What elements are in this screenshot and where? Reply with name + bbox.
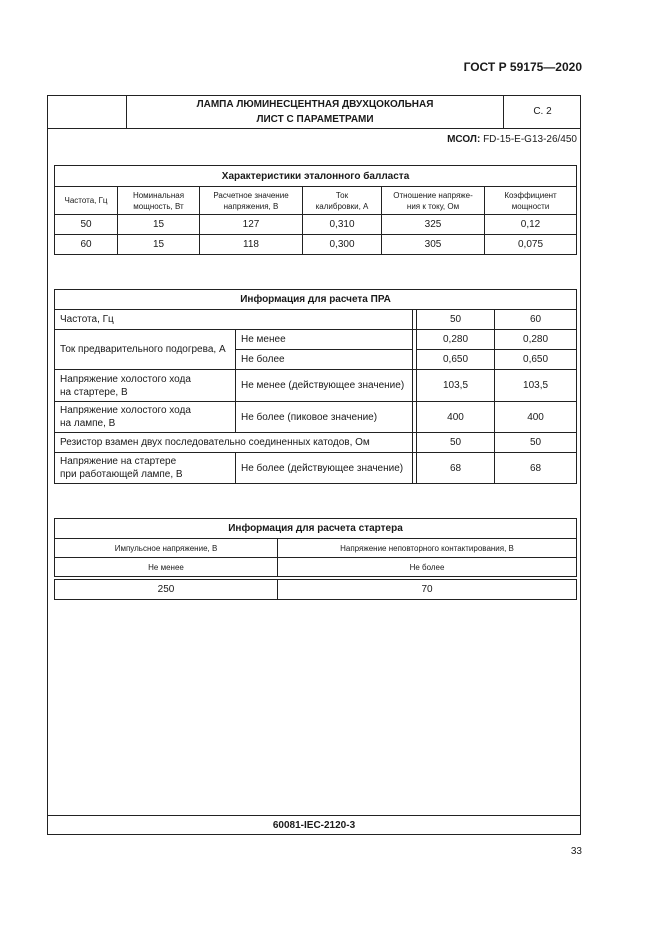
pra-preheat-label: Ток предварительного подогрева, А <box>55 330 236 370</box>
starter-condition: Не менее <box>55 558 278 577</box>
ballast-title: Характеристики эталонного балласта <box>55 166 577 187</box>
footer-code: 60081-IEC-2120-3 <box>47 815 581 835</box>
ballast-header: Частота, Гц <box>55 187 118 215</box>
ballast-cell: 118 <box>200 235 303 255</box>
table-row <box>55 580 577 600</box>
pra-condition: Не менее (действующее значение) <box>236 370 413 402</box>
pra-title: Информация для расчета ПРА <box>55 290 577 310</box>
pra-resistor-label: Резистор взамен двух последовательно соединенных катодов, Ом <box>55 433 413 453</box>
pra-table <box>54 289 577 484</box>
ballast-header: Номинальная мощность, Вт <box>118 187 200 215</box>
pra-ocv-lamp-label: Напряжение холостого хода на лампе, В <box>55 402 236 433</box>
ballast-header: Коэффициент мощности <box>485 187 577 215</box>
ballast-cell: 15 <box>118 215 200 235</box>
lamp-code <box>447 134 577 145</box>
pra-condition: Не более <box>236 350 413 370</box>
header-title-line1: ЛАМПА ЛЮМИНЕСЦЕНТНАЯ ДВУХЦОКОЛЬНАЯ <box>196 98 434 110</box>
pra-condition: Не менее <box>236 330 413 350</box>
ballast-table <box>54 165 577 255</box>
pra-value: 50 <box>495 433 577 453</box>
pra-value: 400 <box>417 402 495 433</box>
starter-title: Информация для расчета стартера <box>55 519 577 539</box>
ballast-cell: 60 <box>55 235 118 255</box>
pra-condition: Не более (пиковое значение) <box>236 402 413 433</box>
ballast-cell: 0,12 <box>485 215 577 235</box>
pra-condition: Не более (действующее значение) <box>236 453 413 484</box>
lamp-code-value: FD-15-E-G13-26/450 <box>483 134 577 145</box>
starter-value: 250 <box>55 580 278 600</box>
pra-value: 50 <box>417 433 495 453</box>
table-row <box>55 539 577 558</box>
ballast-cell: 50 <box>55 215 118 235</box>
starter-header: Напряжение неповторного контактирования, В <box>278 539 577 558</box>
table-row <box>55 402 577 433</box>
table-row <box>55 215 577 235</box>
pra-value: 0,650 <box>495 350 577 370</box>
table-row <box>55 235 577 255</box>
pra-value: 0,280 <box>495 330 577 350</box>
standard-number: ГОСТ Р 59175—2020 <box>463 60 582 74</box>
table-row <box>55 558 577 577</box>
pra-value: 103,5 <box>495 370 577 402</box>
table-row <box>55 370 577 402</box>
pra-value: 0,280 <box>417 330 495 350</box>
pra-freq-value: 60 <box>495 310 577 330</box>
lamp-code-label: МСОЛ: <box>447 134 481 145</box>
ballast-cell: 305 <box>382 235 485 255</box>
header-blank-cell <box>47 95 127 128</box>
sheet-header <box>47 95 581 129</box>
starter-condition: Не более <box>278 558 577 577</box>
pra-value: 0,650 <box>417 350 495 370</box>
header-page-ref: С. 2 <box>533 106 552 117</box>
ballast-cell: 15 <box>118 235 200 255</box>
ballast-cell: 0,075 <box>485 235 577 255</box>
ballast-cell: 325 <box>382 215 485 235</box>
pra-ocv-starter-label: Напряжение холостого хода на стартере, В <box>55 370 236 402</box>
ballast-cell: 0,300 <box>303 235 382 255</box>
pra-value: 103,5 <box>417 370 495 402</box>
header-title-line2: ЛИСТ С ПАРАМЕТРАМИ <box>256 113 374 125</box>
ballast-cell: 0,310 <box>303 215 382 235</box>
table-row <box>55 330 577 350</box>
page-number: 33 <box>570 846 582 857</box>
header-title <box>127 95 504 128</box>
pra-value: 400 <box>495 402 577 433</box>
pra-value: 68 <box>495 453 577 484</box>
pra-starter-voltage-label: Напряжение на стартере при работающей лампе, В <box>55 453 236 484</box>
starter-value: 70 <box>278 580 577 600</box>
pra-freq-value: 50 <box>417 310 495 330</box>
pra-freq-label: Частота, Гц <box>55 310 413 330</box>
starter-header: Импульсное напряжение, В <box>55 539 278 558</box>
ballast-header: Отношение напряже- ния к току, Ом <box>382 187 485 215</box>
table-row <box>55 433 577 453</box>
ballast-cell: 127 <box>200 215 303 235</box>
starter-table <box>54 518 577 600</box>
table-row <box>55 310 577 330</box>
ballast-header: Расчетное значение напряжения, В <box>200 187 303 215</box>
table-row <box>55 453 577 484</box>
pra-value: 68 <box>417 453 495 484</box>
ballast-header: Ток калибровки, А <box>303 187 382 215</box>
